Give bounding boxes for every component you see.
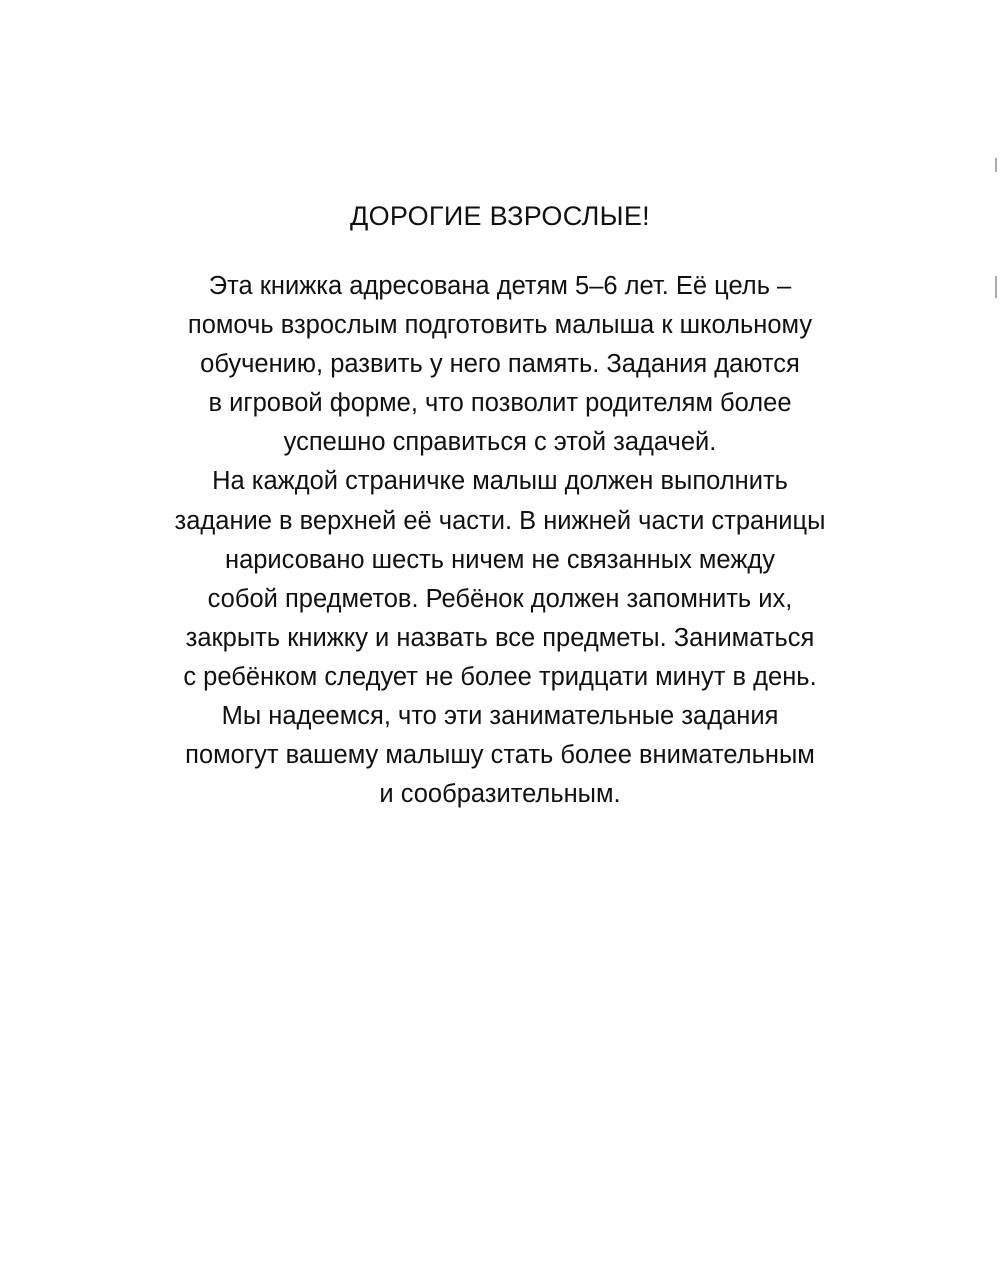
scan-edge-mark (995, 276, 997, 298)
page-title: ДОРОГИЕ ВЗРОСЛЫЕ! (350, 201, 650, 231)
body-paragraph (60, 267, 940, 814)
text-line: успешно справиться с этой задачей. (283, 428, 717, 457)
text-line: Эта книжка адресована детям 5–6 лет. Её цель – (208, 272, 792, 300)
text-line: помочь взрослым подготовить малыша к школьному (187, 311, 813, 340)
text-line: нарисовано шесть ничем не связанных между (224, 545, 776, 574)
text-line: с ребёнком следует не более тридцати минут в день. (183, 662, 817, 691)
scan-edge-mark (995, 158, 997, 172)
text-line: собой предметов. Ребёнок должен запомнить их, (207, 584, 793, 613)
text-line: задание в верхней её части. В нижней части страницы (174, 506, 826, 535)
text-line: закрыть книжку и назвать все предметы. Заниматься (185, 623, 815, 652)
text-line: в игровой форме, что позволит родителям более (208, 389, 792, 418)
text-line: обучению, развить у него память. Задания даются (200, 350, 800, 379)
text-line: помогут вашему малышу стать более внимательным (185, 741, 815, 770)
text-line: Мы надеемся, что эти занимательные задания (221, 702, 779, 731)
text-line: На каждой страничке малыш должен выполнить (212, 467, 788, 496)
text-line: и сообразительным. (379, 780, 621, 809)
